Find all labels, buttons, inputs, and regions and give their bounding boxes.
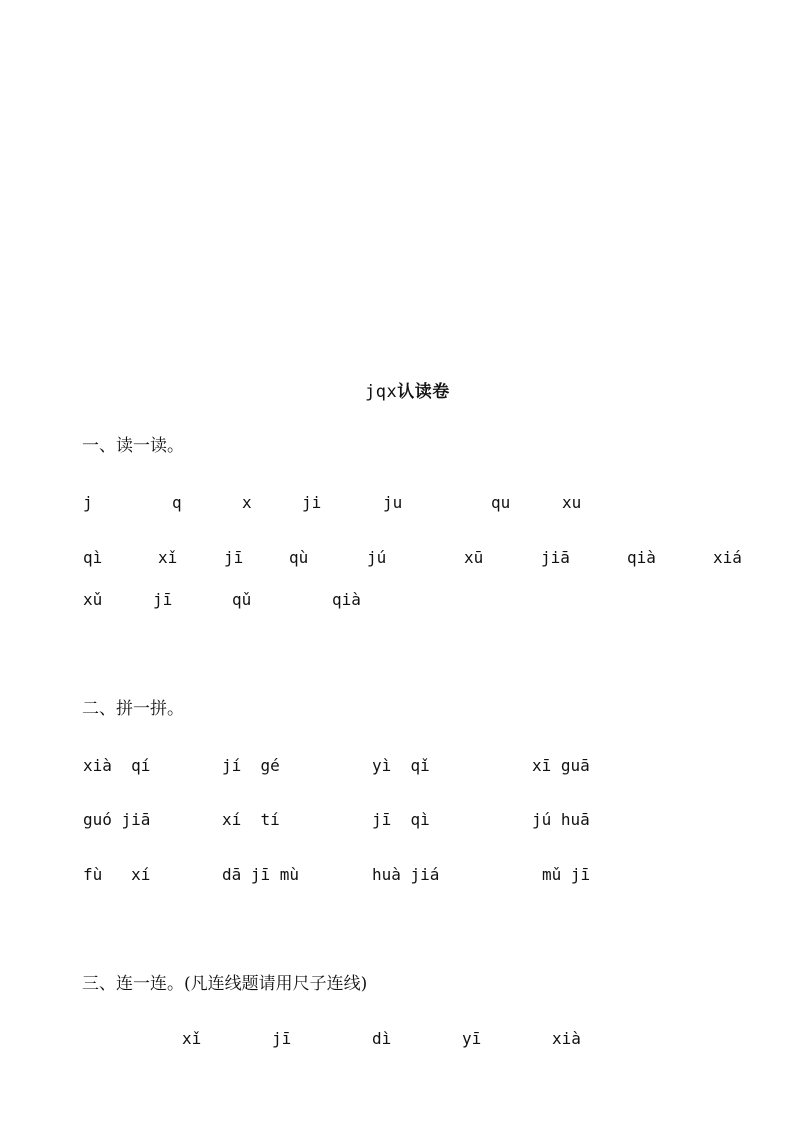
syllable: qià: [627, 548, 656, 567]
syllable: qǔ: [232, 590, 252, 609]
page-title-text: 认读卷: [397, 382, 450, 402]
section-2-heading: 二、拼一拼。: [82, 699, 184, 719]
syllable: xu: [562, 493, 582, 512]
syllable: jú: [367, 548, 387, 567]
syllable: xū: [464, 548, 484, 567]
section-3-heading: 三、连一连。(凡连线题请用尺子连线): [82, 974, 368, 994]
word: huà jiá: [372, 865, 440, 884]
syllable: xiá: [713, 548, 742, 567]
word: xī guā: [532, 756, 590, 775]
syllable: xǔ: [83, 590, 103, 609]
syllable: ji: [302, 493, 322, 512]
syllable: yī: [462, 1029, 482, 1048]
word: jí gé: [222, 756, 280, 775]
syllable: xià: [552, 1029, 581, 1048]
syllable: xǐ: [158, 548, 178, 567]
syllable: qià: [332, 590, 361, 609]
syllable: qì: [83, 548, 103, 567]
syllable: qù: [289, 548, 309, 567]
syllable: j: [83, 493, 93, 512]
page-title-latin: jqx: [365, 382, 398, 402]
syllable: ju: [383, 493, 403, 512]
page-title: [365, 384, 450, 401]
section-1-heading: 一、读一读。: [82, 436, 184, 456]
syllable: q: [172, 493, 182, 512]
word: xià qí: [83, 756, 151, 775]
syllable: jiā: [541, 548, 570, 567]
word: jú huā: [532, 810, 590, 829]
syllable: jī: [224, 548, 244, 567]
syllable: qu: [491, 493, 511, 512]
word: guó jiā: [83, 810, 151, 829]
word: xí tí: [222, 810, 280, 829]
word: jī qì: [372, 810, 430, 829]
word: fù xí: [83, 865, 151, 884]
syllable: x: [242, 493, 252, 512]
word: yì qǐ: [372, 756, 430, 775]
syllable: jī: [153, 590, 173, 609]
word: mǔ jī: [542, 865, 591, 884]
word: dā jī mù: [222, 865, 300, 884]
syllable: xǐ: [182, 1029, 202, 1048]
syllable: dì: [372, 1029, 392, 1048]
syllable: jī: [272, 1029, 292, 1048]
